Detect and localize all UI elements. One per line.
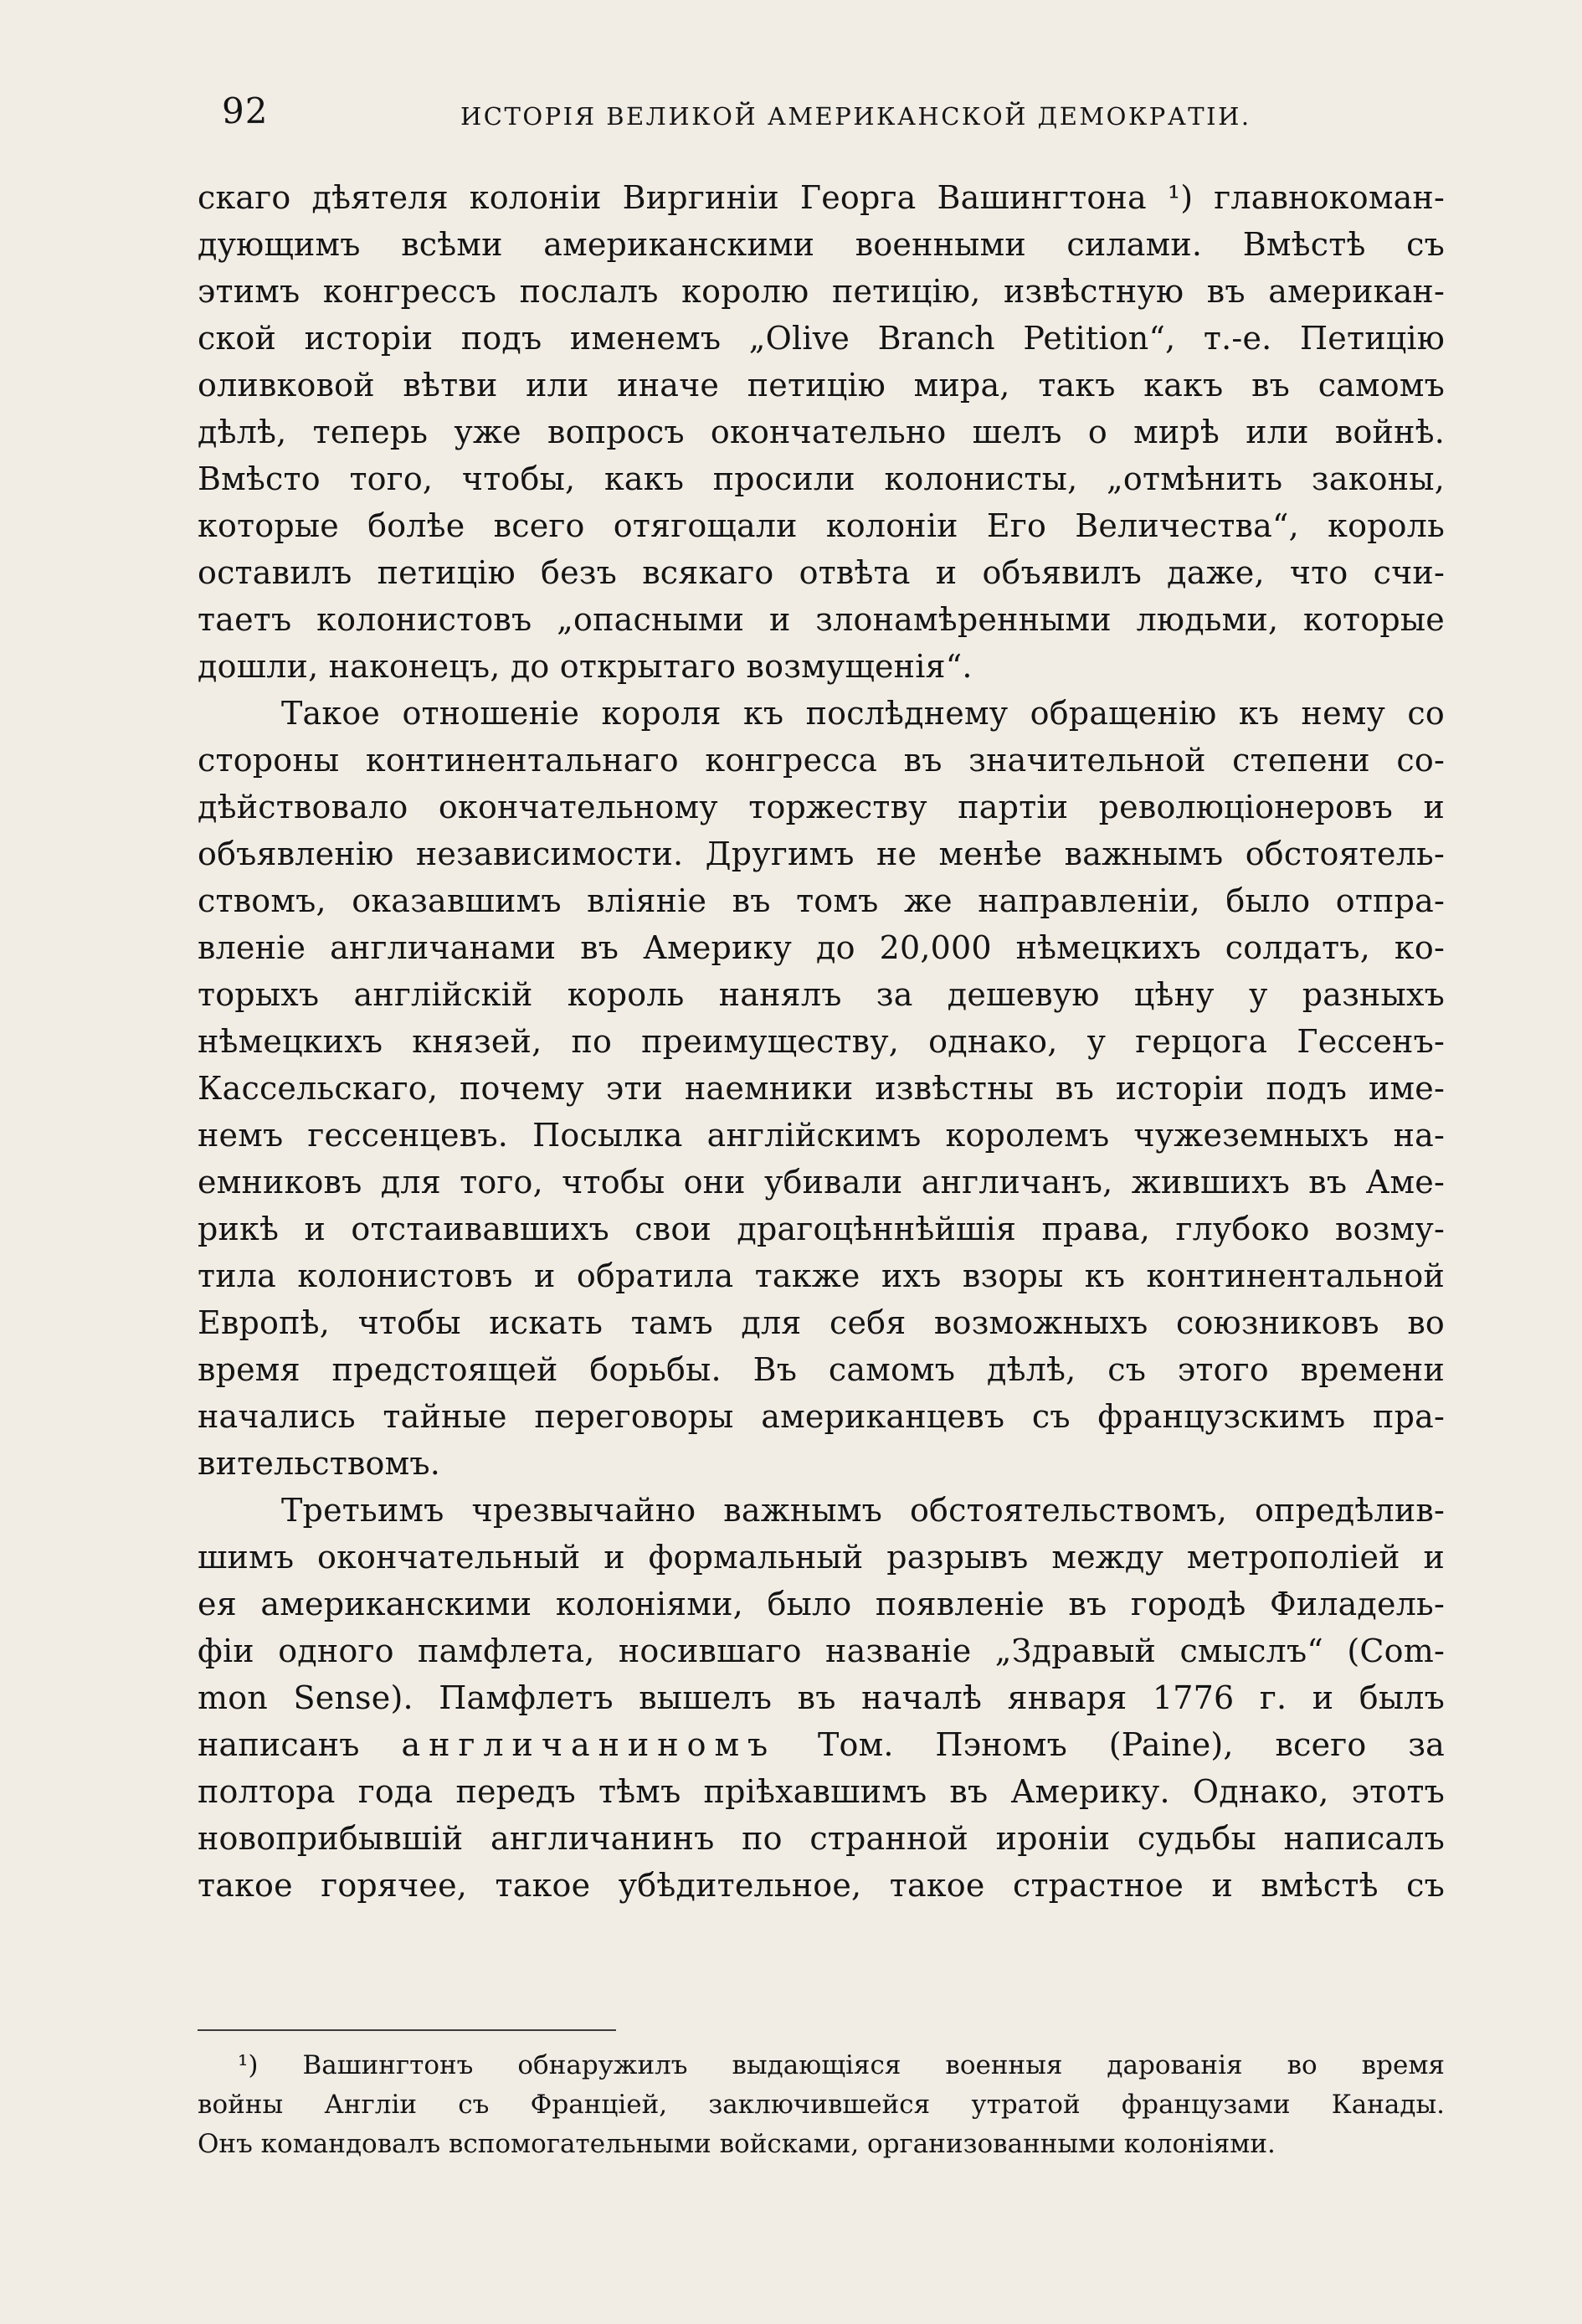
text-line: ской исторіи подъ именемъ „Olive Branch Petition“, т.-е. Петицію bbox=[198, 320, 1445, 357]
text-line: емниковъ для того, чтобы они убивали англичанъ, жившихъ въ Аме- bbox=[198, 1164, 1445, 1201]
text-line: ея американскими колоніями, было появленіе въ городѣ Филадель- bbox=[198, 1586, 1445, 1622]
text-line: начались тайные переговоры американцевъ съ французскимъ пра- bbox=[198, 1398, 1445, 1435]
footnote-line: войны Англіи съ Франціей, заключившейся утратой французами Канады. bbox=[198, 2090, 1445, 2120]
footnote-line: ¹) Вашингтонъ обнаружилъ выдающіяся военныя дарованія во время bbox=[238, 2050, 1445, 2080]
text-line: оставилъ петицію безъ всякаго отвѣта и объявилъ даже, что счи- bbox=[198, 554, 1445, 591]
text-line: которые болѣе всего отягощали колоніи Его Величества“, король bbox=[198, 507, 1445, 544]
text-line: Кассельскаго, почему эти наемники извѣстны въ исторіи подъ име- bbox=[198, 1070, 1445, 1107]
text-line: рикѣ и отстаивавшихъ свои драгоцѣннѣйшія права, глубоко возму- bbox=[198, 1211, 1445, 1247]
text-fragment: Том. Пэномъ (Paine), всего за bbox=[776, 1726, 1445, 1763]
text-line: mon Sense). Памфлетъ вышелъ въ началѣ января 1776 г. и былъ bbox=[198, 1679, 1445, 1716]
text-line: дующимъ всѣми американскими военными силами. Вмѣстѣ съ bbox=[198, 226, 1445, 263]
emphasized-word: англичаниномъ bbox=[401, 1726, 777, 1763]
text-line: время предстоящей борьбы. Въ самомъ дѣлѣ, съ этого времени bbox=[198, 1351, 1445, 1388]
footnote-line: Онъ командовалъ вспомогательными войсками, организованными колоніями. bbox=[198, 2129, 1276, 2159]
text-line: новоприбывшій англичанинъ по странной ироніи судьбы написалъ bbox=[198, 1820, 1445, 1857]
text-line: полтора года передъ тѣмъ пріѣхавшимъ въ Америку. Однако, этотъ bbox=[198, 1773, 1445, 1810]
text-line: объявленію независимости. Другимъ не менѣе важнымъ обстоятель- bbox=[198, 836, 1445, 872]
text-line: фіи одного памфлета, носившаго названіе „Здравый смыслъ“ (Com- bbox=[198, 1632, 1445, 1669]
text-line: таетъ колонистовъ „опасными и злонамѣренными людьми, которые bbox=[198, 601, 1445, 638]
text-line: Вмѣсто того, чтобы, какъ просили колонисты, „отмѣнить законы, bbox=[198, 460, 1445, 497]
text-line: нѣмецкихъ князей, по преимуществу, однако, у герцога Гессенъ- bbox=[198, 1023, 1445, 1060]
text-line: шимъ окончательный и формальный разрывъ между метрополіей и bbox=[198, 1539, 1445, 1576]
running-title: ИСТОРІЯ ВЕЛИКОЙ АМЕРИКАНСКОЙ ДЕМОКРАТІИ. bbox=[460, 102, 1251, 131]
text-line: вительствомъ. bbox=[198, 1445, 441, 1482]
text-line: тила колонистовъ и обратила также ихъ взоры къ континентальной bbox=[198, 1257, 1445, 1294]
main-text bbox=[198, 174, 1445, 1909]
text-line: немъ гессенцевъ. Посылка англійскимъ королемъ чужеземныхъ на- bbox=[198, 1117, 1445, 1154]
text-line: такое горячее, такое убѣдительное, такое страстное и вмѣстѣ съ bbox=[198, 1867, 1445, 1904]
footnote bbox=[198, 2046, 1445, 2164]
text-fragment: написанъ bbox=[198, 1726, 402, 1763]
page-header bbox=[222, 90, 1444, 141]
text-line: скаго дѣятеля колоніи Виргиніи Георга Вашингтона ¹) главнокоман- bbox=[198, 179, 1445, 216]
text-line: дѣлѣ, теперь уже вопросъ окончательно шелъ о мирѣ или войнѣ. bbox=[198, 414, 1445, 450]
text-line: этимъ конгрессъ послалъ королю петицію, извѣстную въ американ- bbox=[198, 273, 1445, 310]
text-line: стороны континентальнаго конгресса въ значительной степени со- bbox=[198, 742, 1445, 779]
text-line: вленіе англичанами въ Америку до 20,000 нѣмецкихъ солдатъ, ко- bbox=[198, 929, 1445, 966]
text-line: оливковой вѣтви или иначе петицію мира, такъ какъ въ самомъ bbox=[198, 367, 1445, 404]
text-line: торыхъ англійскій король нанялъ за дешевую цѣну у разныхъ bbox=[198, 976, 1445, 1013]
text-line: ствомъ, оказавшимъ вліяніе въ томъ же направленіи, было отпра- bbox=[198, 882, 1445, 919]
text-line: дѣйствовало окончательному торжеству партіи революціонеровъ и bbox=[198, 789, 1445, 825]
page-number: 92 bbox=[222, 90, 269, 131]
text-line: Европѣ, чтобы искать тамъ для себя возможныхъ союзниковъ во bbox=[198, 1304, 1445, 1341]
text-line-spaced bbox=[198, 1721, 1445, 1768]
text-line: дошли, наконецъ, до открытаго возмущенія“. bbox=[198, 648, 973, 685]
text-line: Третьимъ чрезвычайно важнымъ обстоятельствомъ, опредѣлив- bbox=[281, 1492, 1445, 1529]
text-line: Такое отношеніе короля къ послѣднему обращенію къ нему со bbox=[281, 695, 1445, 732]
footnote-divider bbox=[198, 2029, 616, 2031]
